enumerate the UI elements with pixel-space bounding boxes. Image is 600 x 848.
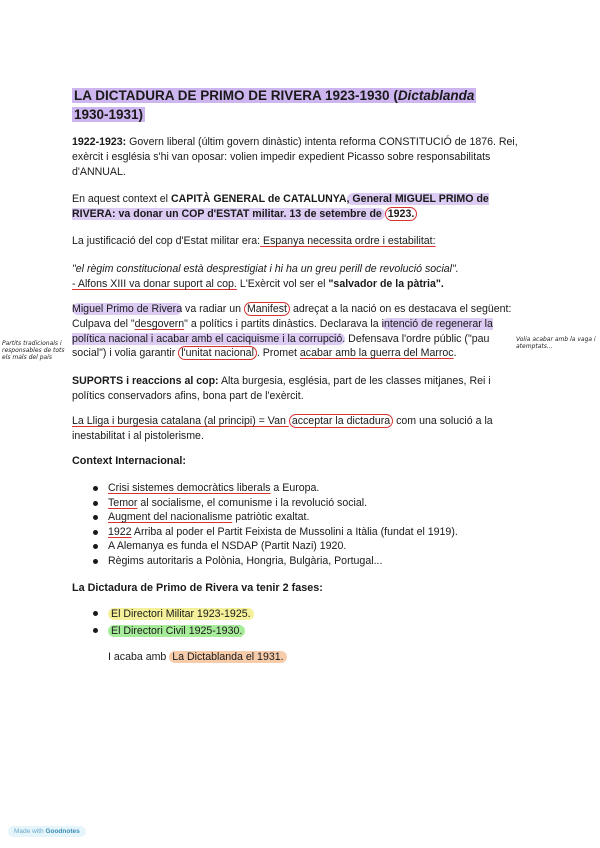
paragraph-justification: La justificació del cop d'Estat militar era: Espanya necessita ordre i estabilitat: [72, 235, 436, 247]
page-title: LA DICTADURA DE PRIMO DE RIVERA 1923-1930 (Dictablanda 1930-1931) [74, 88, 475, 122]
goodnotes-watermark: Made with Goodnotes [8, 826, 86, 837]
paragraph-coup: En aquest context el CAPITÀ GENERAL de CATALUNYA, General MIGUEL PRIMO de RIVERA: va donar un COP d'ESTAT militar. 13 de setembre de 1923. [72, 193, 489, 220]
list-item: El Directori Militar 1923-1925. [90, 606, 510, 623]
phases-heading: La Dictadura de Primo de Rivera va tenir 2 fases: [72, 582, 323, 594]
list-item: Augment del nacionalisme patriòtic exaltat. [90, 510, 510, 525]
phases-list [90, 606, 510, 640]
list-item: Règims autoritaris a Polònia, Hongria, Bulgària, Portugal... [90, 554, 510, 569]
margin-note-right: Volia acabar amb la vaga i atemptats... [516, 336, 596, 350]
paragraph-supports: SUPORTS i reaccions al cop: Alta burgesia, església, part de les classes mitjanes, Rei i polítics conservadors afins, bona part de l'exèrcit. [72, 375, 491, 402]
list-item: Temor al socialisme, el comunisme i la revolució social. [90, 496, 510, 511]
paragraph-quote: "el règim constitucional està desprestigiat i hi ha un greu perill de revolució social". - Alfons XIII va donar suport al cop. L'Exèrcit vol ser el "salvador de la pàtria". [72, 263, 459, 290]
list-item: El Directori Civil 1925-1930. [90, 623, 510, 640]
list-item: 1922 Arriba al poder el Partit Feixista de Mussolini a Itàlia (fundat el 1919). [90, 525, 510, 540]
paragraph-manifest: Miguel Primo de Rivera va radiar un Manifest adreçat a la nació on es destacava el següent: Culpava del "desgovern" a polítics i partits dinàstics. Declarava la intenció de regenerar la política nacional i acabar amb el caciquisme i la corrupció. Defensava l'ordre públic ("pau social") i volia garantir l'unitat nacional . Promet acabar amb la guerra del Marroc. [72, 303, 512, 360]
paragraph-ending: I acaba amb La Dictablanda el 1931. [108, 650, 558, 665]
margin-note-left: Partits tradicionals i responsables de tots els mals del país [2, 340, 65, 361]
paragraph-context-1922: 1922-1923: Govern liberal (últim govern dinàstic) intenta reforma CONSTITUCIÓ de 1876. Rei, exèrcit i església s'hi van oposar: volien impedir expedient Picasso sobre responsabilitats d'ANNUAL. [72, 136, 518, 178]
paragraph-lliga: La Lliga i burgesia catalana (al principi) = Van acceptar la dictadura com una solució a la inestabilitat i al pistolerisme. [72, 415, 493, 442]
list-item: Crisi sistemes democràtics liberals a Europa. [90, 481, 510, 496]
context-list [90, 481, 510, 569]
context-heading: Context Internacional: [72, 455, 186, 467]
list-item: A Alemanya es funda el NSDAP (Partit Nazi) 1920. [90, 539, 510, 554]
